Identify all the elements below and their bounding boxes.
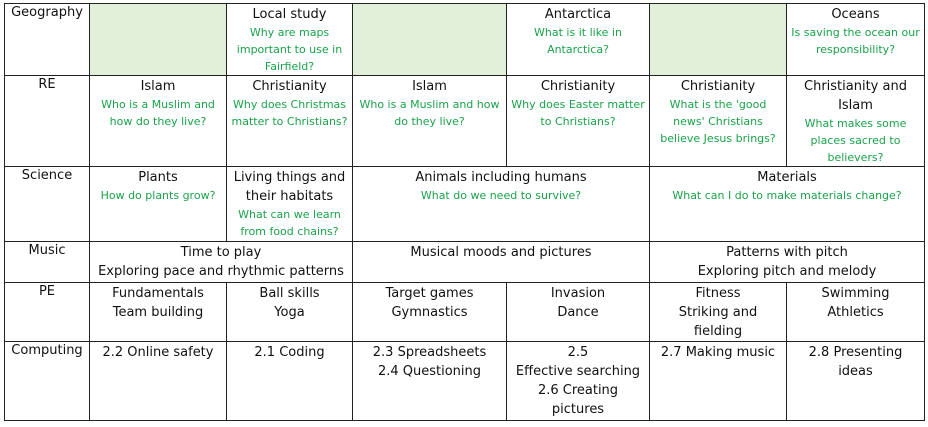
empty-cell — [90, 4, 227, 76]
key-question: What can I do to make materials change? — [672, 189, 902, 202]
empty-cell — [650, 4, 787, 76]
topic-line: Time to play — [180, 245, 262, 260]
topic-line: Effective searching — [515, 364, 641, 379]
topic-title: Living things and their habitats — [233, 170, 346, 204]
key-question: Why does Easter matter to Christians? — [511, 98, 645, 128]
subject-cell: Geography — [5, 4, 90, 76]
key-question: What is the 'good news' Christians believe Jesus brings? — [660, 98, 776, 145]
key-question: Why does Christmas matter to Christians? — [231, 98, 348, 128]
table-row-science — [5, 167, 925, 242]
topic-title: Christianity — [540, 79, 616, 94]
empty-cell — [353, 4, 507, 76]
subject-cell: RE — [5, 76, 90, 167]
topic-title: Islam — [140, 79, 176, 94]
curriculum-table — [4, 3, 925, 421]
topic-title: Oceans — [831, 7, 880, 22]
topic-title: Christianity — [252, 79, 327, 94]
key-question: What is it like in Antarctica? — [534, 26, 622, 56]
subject-cell: Computing — [5, 342, 90, 421]
topic-cell — [507, 283, 650, 342]
topic-cell — [650, 242, 925, 283]
topic-line: Fitness — [695, 286, 741, 301]
topic-line: Gymnastics — [391, 305, 468, 320]
topic-cell — [90, 167, 227, 242]
key-question: What makes some places sacred to believers? — [804, 117, 907, 164]
topic-line: 2.1 Coding — [254, 345, 325, 360]
topic-line: Exploring pace and rhythmic patterns — [98, 264, 344, 279]
topic-cell — [787, 4, 925, 76]
topic-title: Islam — [412, 79, 447, 94]
topic-cell — [227, 283, 353, 342]
topic-cell — [353, 283, 507, 342]
topic-cell — [787, 76, 925, 167]
key-question: What can we learn from food chains? — [238, 208, 341, 238]
topic-line: Invasion — [550, 286, 606, 301]
topic-title: Materials — [757, 170, 817, 185]
topic-cell — [650, 283, 787, 342]
topic-cell — [353, 76, 507, 167]
topic-line: Team building — [112, 305, 204, 320]
topic-line: Fundamentals — [112, 286, 204, 301]
topic-title: Plants — [138, 170, 178, 185]
topic-cell — [787, 283, 925, 342]
topic-line: Swimming — [821, 286, 890, 301]
topic-title: Local study — [252, 7, 327, 22]
topic-line: Yoga — [274, 305, 305, 320]
topic-cell — [650, 76, 787, 167]
topic-title: Christianity and Islam — [804, 79, 907, 113]
topic-line: Ball skills — [259, 286, 320, 301]
topic-line: 2.8 Presenting ideas — [808, 345, 903, 379]
table-row-re — [5, 76, 925, 167]
topic-cell — [507, 4, 650, 76]
topic-cell — [90, 76, 227, 167]
subject-cell: PE — [5, 283, 90, 342]
topic-cell — [90, 283, 227, 342]
topic-cell — [353, 167, 650, 242]
key-question: Who is a Muslim and how do they live? — [359, 98, 500, 128]
topic-cell — [650, 167, 925, 242]
topic-line: 2.3 Spreadsheets — [372, 345, 487, 360]
topic-line: Target games — [385, 286, 474, 301]
topic-line: Patterns with pitch — [726, 245, 848, 260]
topic-cell — [353, 242, 650, 283]
topic-cell — [507, 342, 650, 421]
topic-line: Musical moods and pictures — [410, 245, 592, 260]
key-question: What do we need to survive? — [420, 189, 582, 202]
topic-line: 2.6 Creating pictures — [537, 383, 619, 417]
topic-title: Antarctica — [544, 7, 612, 22]
topic-cell — [90, 342, 227, 421]
topic-title: Animals including humans — [415, 170, 587, 185]
topic-line: Athletics — [827, 305, 884, 320]
topic-line: Exploring pitch and melody — [697, 264, 877, 279]
topic-cell — [227, 4, 353, 76]
topic-cell — [353, 342, 507, 421]
topic-cell — [507, 76, 650, 167]
topic-line: 2.2 Online safety — [102, 345, 214, 360]
topic-line: 2.4 Questioning — [377, 364, 482, 379]
key-question: Is saving the ocean our responsibility? — [791, 26, 920, 56]
topic-cell — [227, 167, 353, 242]
table-row-pe — [5, 283, 925, 342]
key-question: How do plants grow? — [100, 189, 216, 202]
key-question: Why are maps important to use in Fairfield? — [236, 26, 343, 73]
topic-cell — [787, 342, 925, 421]
topic-line: Striking and fielding — [678, 305, 758, 339]
subject-cell: Music — [5, 242, 90, 283]
table-row-computing — [5, 342, 925, 421]
topic-cell — [650, 342, 787, 421]
topic-title: Christianity — [680, 79, 756, 94]
topic-line: 2.5 — [567, 345, 589, 360]
subject-cell: Science — [5, 167, 90, 242]
topic-cell — [227, 342, 353, 421]
topic-line: 2.7 Making music — [660, 345, 776, 360]
topic-cell — [90, 242, 353, 283]
topic-line: Dance — [557, 305, 599, 320]
key-question: Who is a Muslim and how do they live? — [101, 98, 215, 128]
topic-cell — [227, 76, 353, 167]
table-row-music — [5, 242, 925, 283]
table-row-geography — [5, 4, 925, 76]
